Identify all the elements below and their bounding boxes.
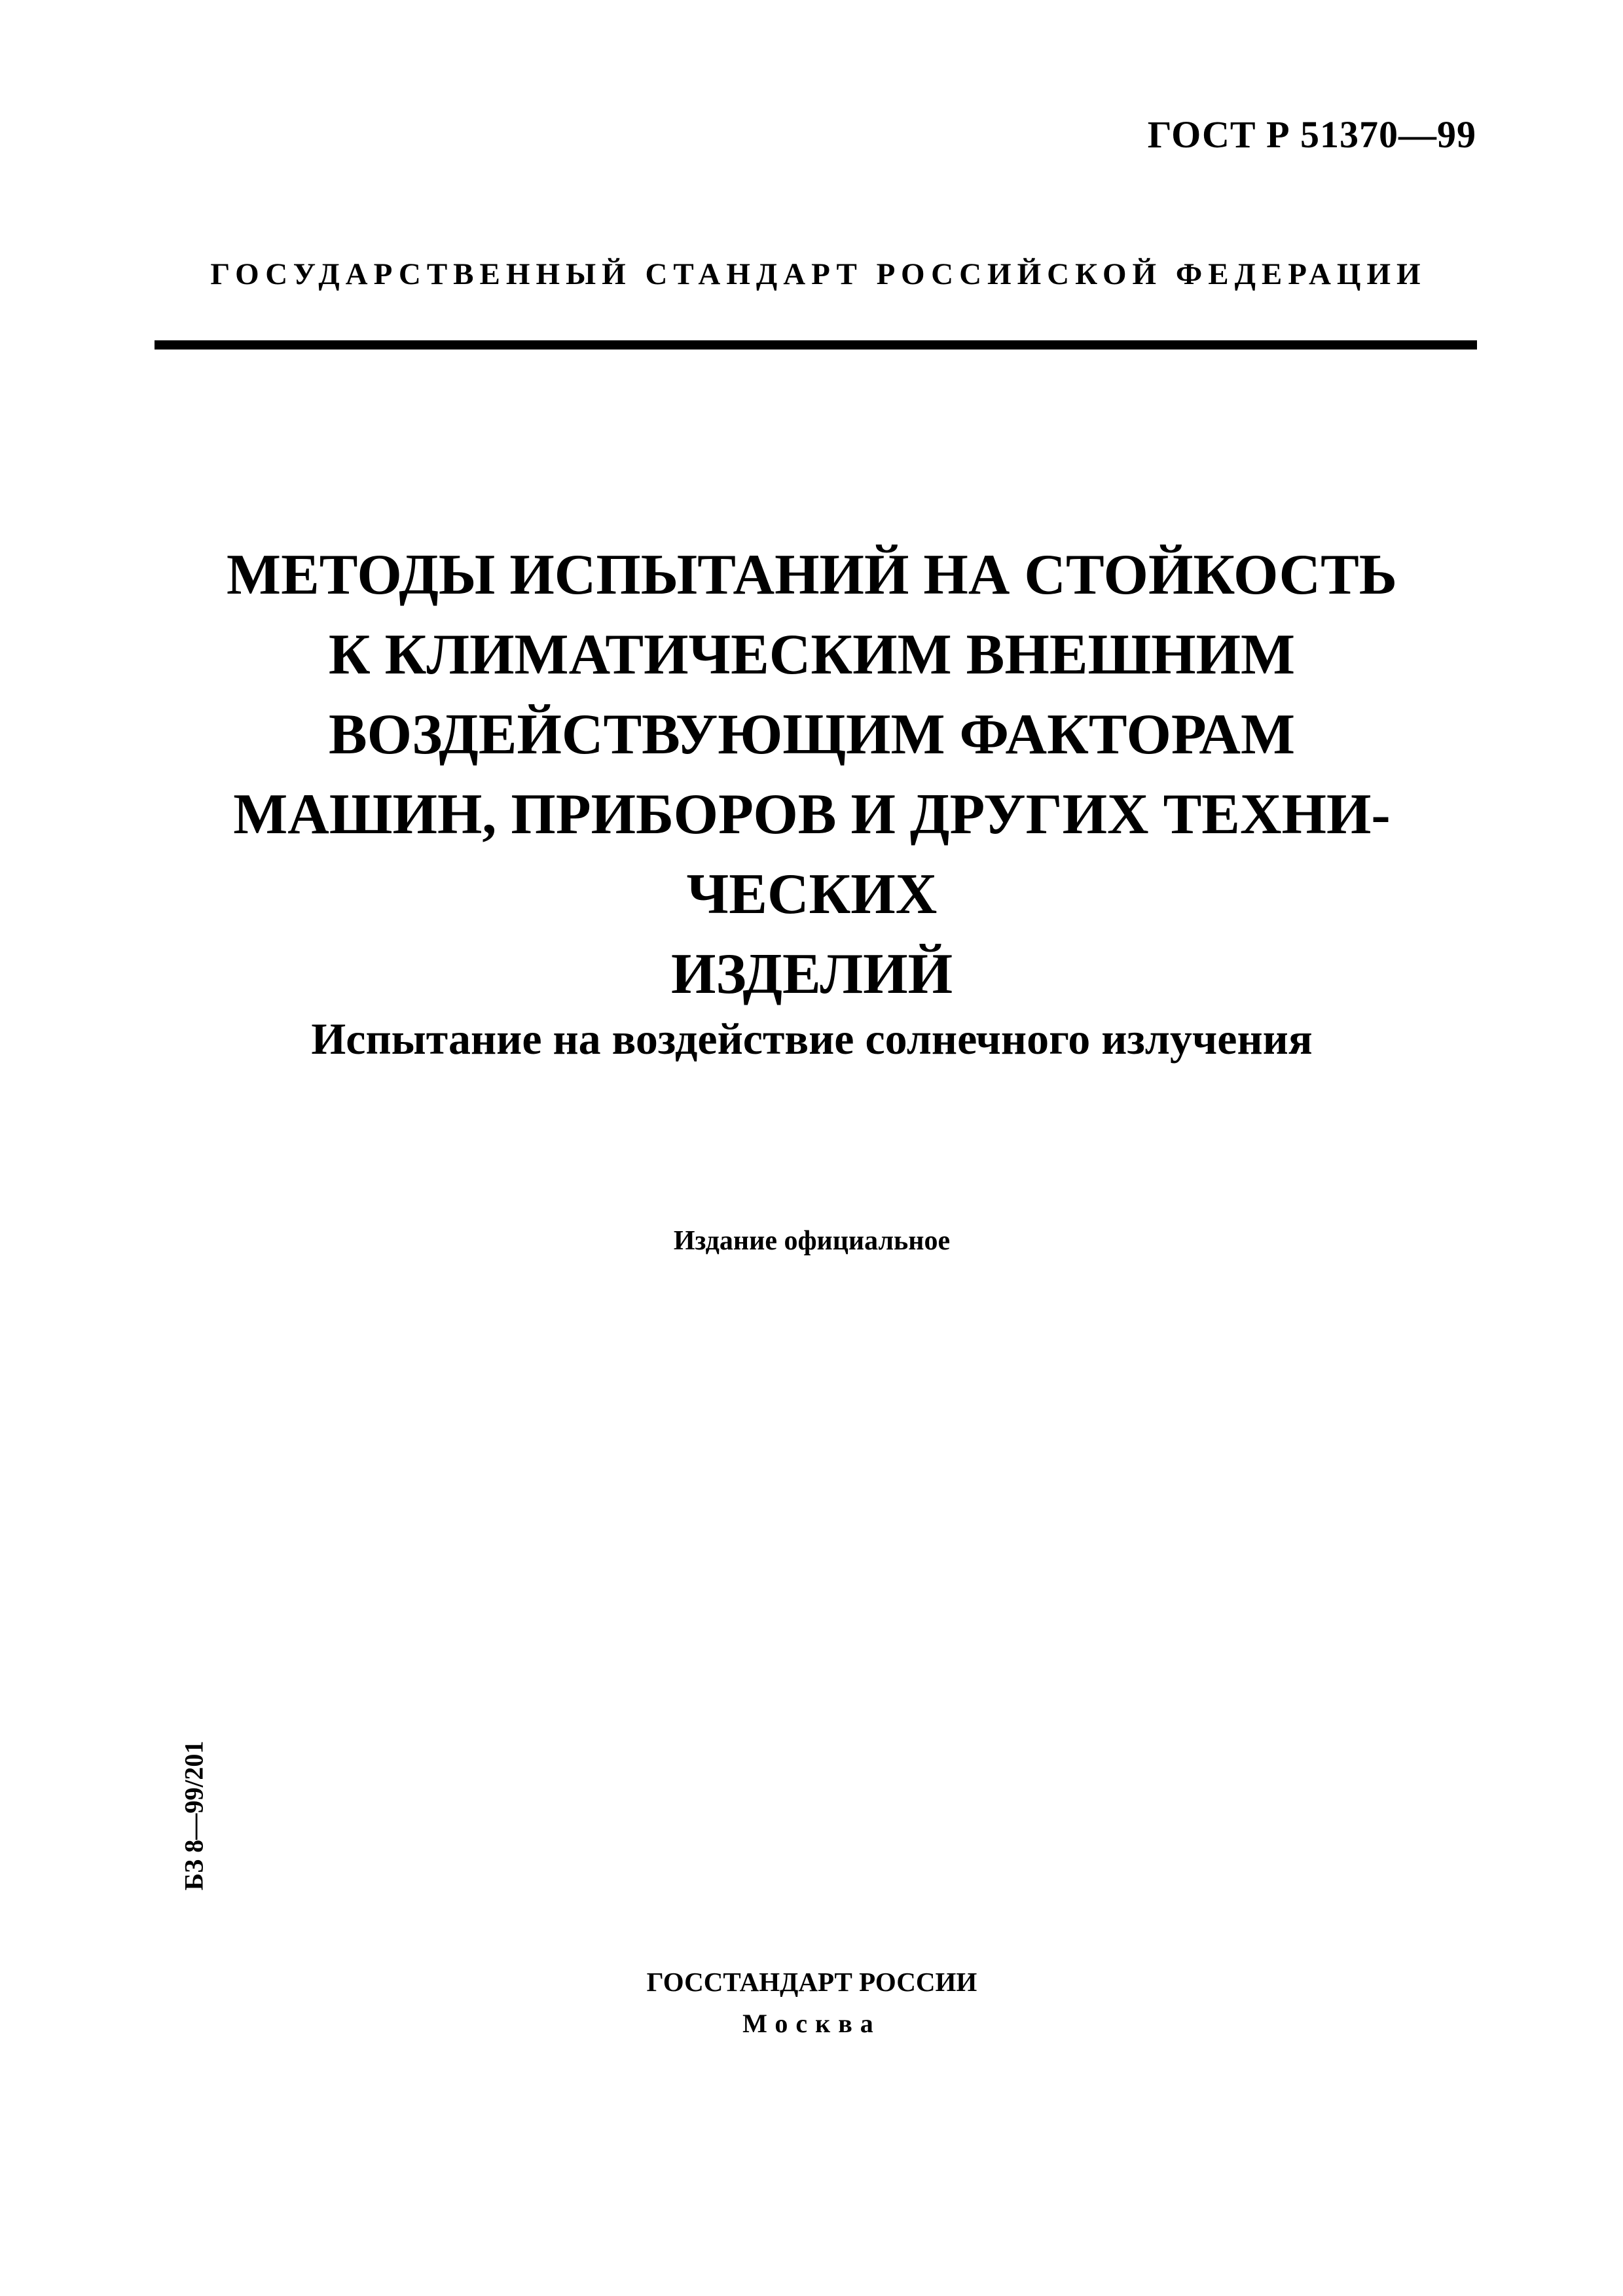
publisher-name: ГОССТАНДАРТ РОССИИ <box>646 1967 977 1997</box>
document-number: ГОСТ Р 51370—99 <box>1147 113 1476 156</box>
title-line: К КЛИМАТИЧЕСКИМ ВНЕШНИМ <box>328 623 1296 687</box>
side-code: БЗ 8—99/201 <box>179 1740 209 1891</box>
title-line: ВОЗДЕЙСТВУЮЩИМ ФАКТОРАМ <box>328 703 1296 766</box>
document-title <box>118 535 1506 1014</box>
title-line: МАШИН, ПРИБОРОВ И ДРУГИХ ТЕХНИ- <box>233 783 1391 846</box>
title-line: ИЗДЕЛИЙ <box>670 942 953 1006</box>
title-line: МЕТОДЫ ИСПЫТАНИЙ НА СТОЙКОСТЬ <box>227 543 1397 607</box>
standard-header: ГОСУДАРСТВЕННЫЙ СТАНДАРТ РОССИЙСКОЙ ФЕДЕРАЦИИ <box>210 257 1427 291</box>
edition-label: Издание официальное <box>673 1226 951 1256</box>
title-line: ЧЕСКИХ <box>686 863 938 926</box>
header-divider <box>155 340 1477 350</box>
publisher-city: Москва <box>742 2009 881 2038</box>
document-subtitle: Испытание на воздействие солнечного излучения <box>311 1014 1313 1064</box>
